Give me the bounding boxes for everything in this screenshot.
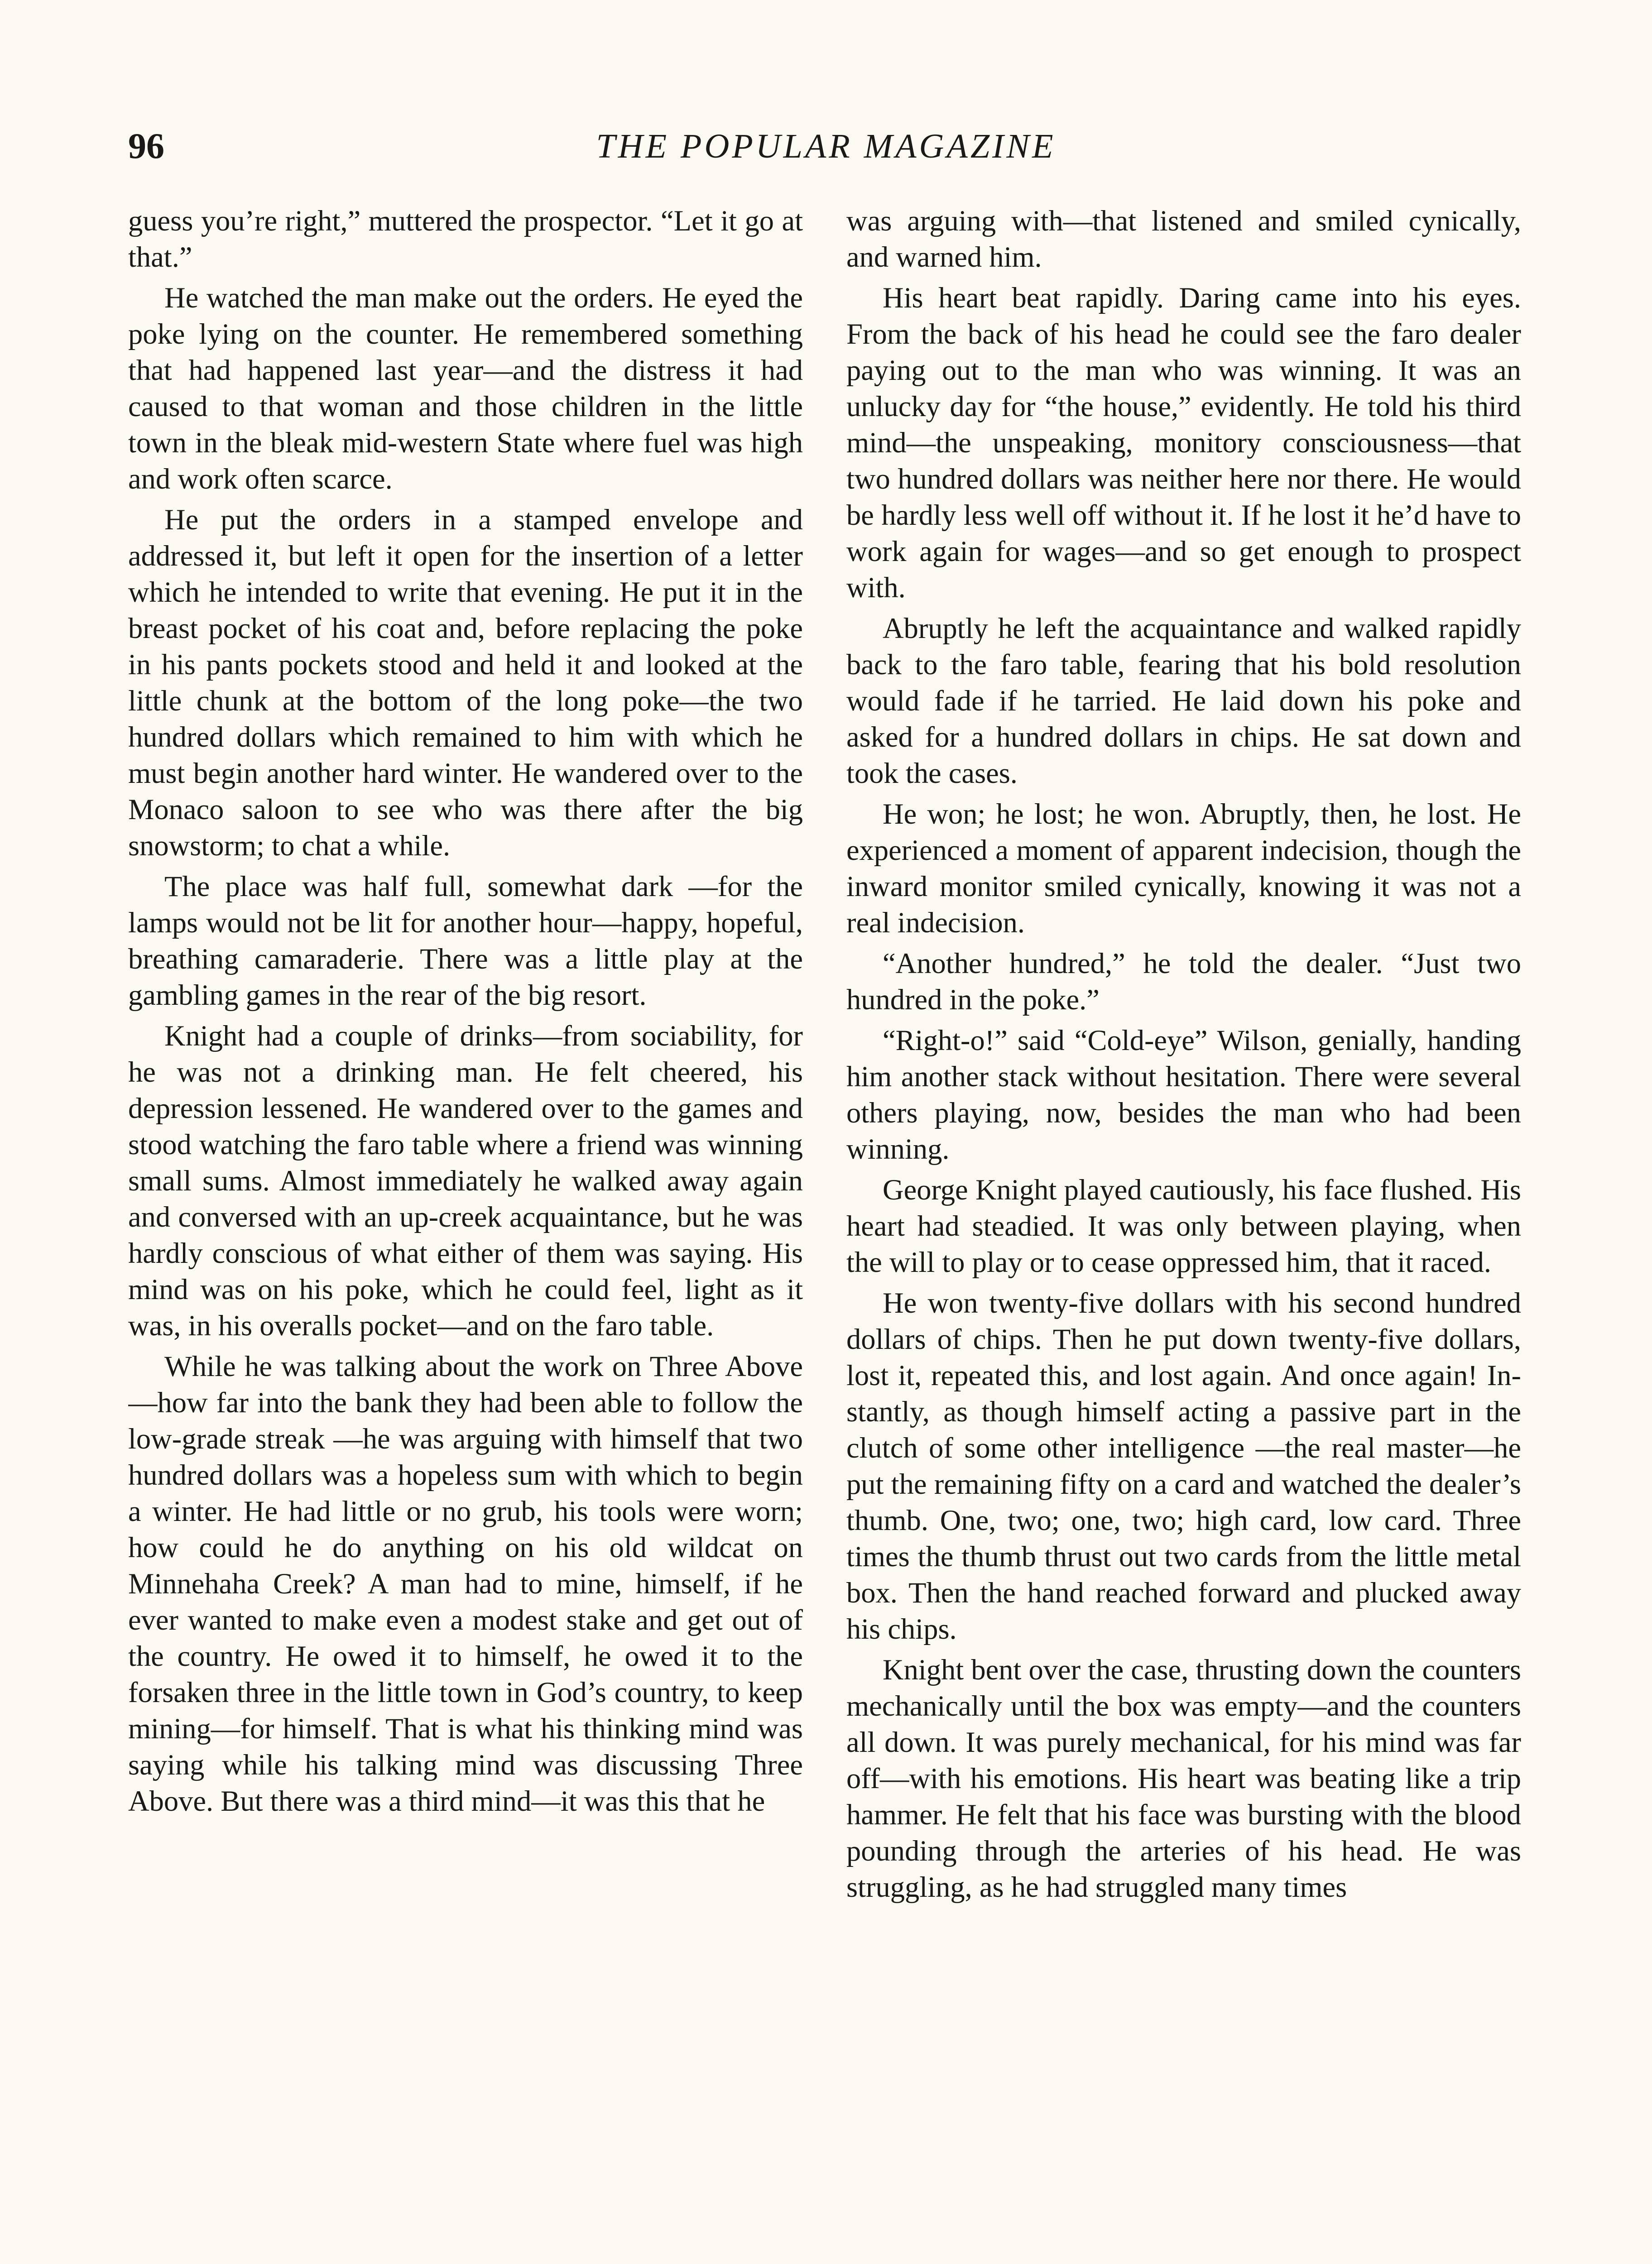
paragraph: He won twenty-five dollars with his second hundred dollars of chips. Then he put down twenty-five dollars, lost it, repeated this, and lost again. And once again! Instantly, as though himself acting a passive part in the clutch of some other intelligence —the real master—he put the remaining fifty on a card and watched the dealer’s thumb. One, two; one, two; high card, low card. Three times the thumb thrust out two cards from the little metal box. Then the hand reached forward and plucked away his chips. [846, 1287, 1521, 1645]
page-header [128, 121, 1524, 171]
paragraph: He watched the man make out the orders. He eyed the poke lying on the counter. He remembered something that had happened last year—and the distress it had caused to that woman and those children in the little town in the bleak mid-western State where fuel was high and work often scarce. [128, 282, 803, 495]
paragraph: George Knight played cautiously, his face flushed. His heart had steadied. It was only between playing, when the will to play or to cease oppressed him, that it raced. [846, 1174, 1521, 1278]
paragraph: guess you’re right,” muttered the prospector. “Let it go at that.” [128, 205, 803, 273]
paragraph: While he was talking about the work on Three Above—how far into the bank they had been able to follow the low-grade streak —he was arguing with himself that two hundred dollars was a hopeless sum with which to begin a winter. He had little or no grub, his tools were worn; how could he do anything on his old wildcat on Minnehaha Creek? A man had to mine, himself, if he ever wanted to make even a modest stake and get out of the country. He owed it to himself, he owed it to the forsaken three in the little town in God’s country, to keep mining—for himself. That is what his thinking mind was saying while his talking mind was discussing Three Above. But there was a third mind—it was this that he [128, 1350, 803, 1817]
paragraph: Abruptly he left the acquaintance and walked rapidly back to the faro table, fearing that his bold resolution would fade if he tarried. He laid down his poke and asked for a hundred dollars in chips. He sat down and took the cases. [846, 612, 1521, 789]
paragraph: Knight bent over the case, thrusting down the counters mechanically until the box was empty—and the counters all down. It was purely mechanical, for his mind was far off—with his emotions. His heart was beating like a trip hammer. He felt that his face was bursting with the blood pounding through the arteries of his head. He was struggling, as he had struggled many times [846, 1654, 1521, 1903]
paragraph: was arguing with—that listened and smiled cynically, and warned him. [846, 205, 1521, 273]
paragraph: He won; he lost; he won. Abruptly, then, he lost. He experienced a moment of apparent indecision, though the inward monitor smiled cynically, knowing it was not a real indecision. [846, 798, 1521, 939]
paragraph: “Right-o!” said “Cold-eye” Wilson, genially, handing him another stack without hesitation. There were several others playing, now, besides the man who had been winning. [846, 1024, 1521, 1165]
page-number: 96 [128, 126, 164, 166]
left-column [128, 203, 803, 2264]
paragraph: He put the orders in a stamped envelope and addressed it, but left it open for the insertion of a letter which he intended to write that evening. He put it in the breast pocket of his coat and, before replacing the poke in his pants pockets stood and held it and looked at the little chunk at the bottom of the long poke—the two hundred dollars which remained to him with which he must begin another hard winter. He wandered over to the Monaco saloon to see who was there after the big snowstorm; to chat a while. [128, 504, 803, 862]
paragraph: The place was half full, somewhat dark —for the lamps would not be lit for another hour—happy, hopeful, breathing camaraderie. There was a little play at the gambling games in the rear of the big resort. [128, 870, 803, 1011]
running-title: THE POPULAR MAGAZINE [596, 127, 1056, 165]
right-column [846, 203, 1521, 2264]
paragraph: His heart beat rapidly. Daring came into his eyes. From the back of his head he could see the faro dealer paying out to the man who was winning. It was an unlucky day for “the house,” evidently. He told his third mind—the unspeaking, monitory consciousness—that two hundred dollars was neither here nor there. He would be hardly less well off without it. If he lost it he’d have to work again for wages—and so get enough to prospect with. [846, 282, 1521, 604]
paragraph: “Another hundred,” he told the dealer. “Just two hundred in the poke.” [846, 947, 1521, 1016]
paragraph: Knight had a couple of drinks—from sociability, for he was not a drinking man. He felt cheered, his depression lessened. He wandered over to the games and stood watching the faro table where a friend was winning small sums. Almost immediately he walked away again and conversed with an up-creek acquaintance, but he was hardly conscious of what either of them was saying. His mind was on his poke, which he could feel, light as it was, in his overalls pocket—and on the faro table. [128, 1020, 803, 1342]
